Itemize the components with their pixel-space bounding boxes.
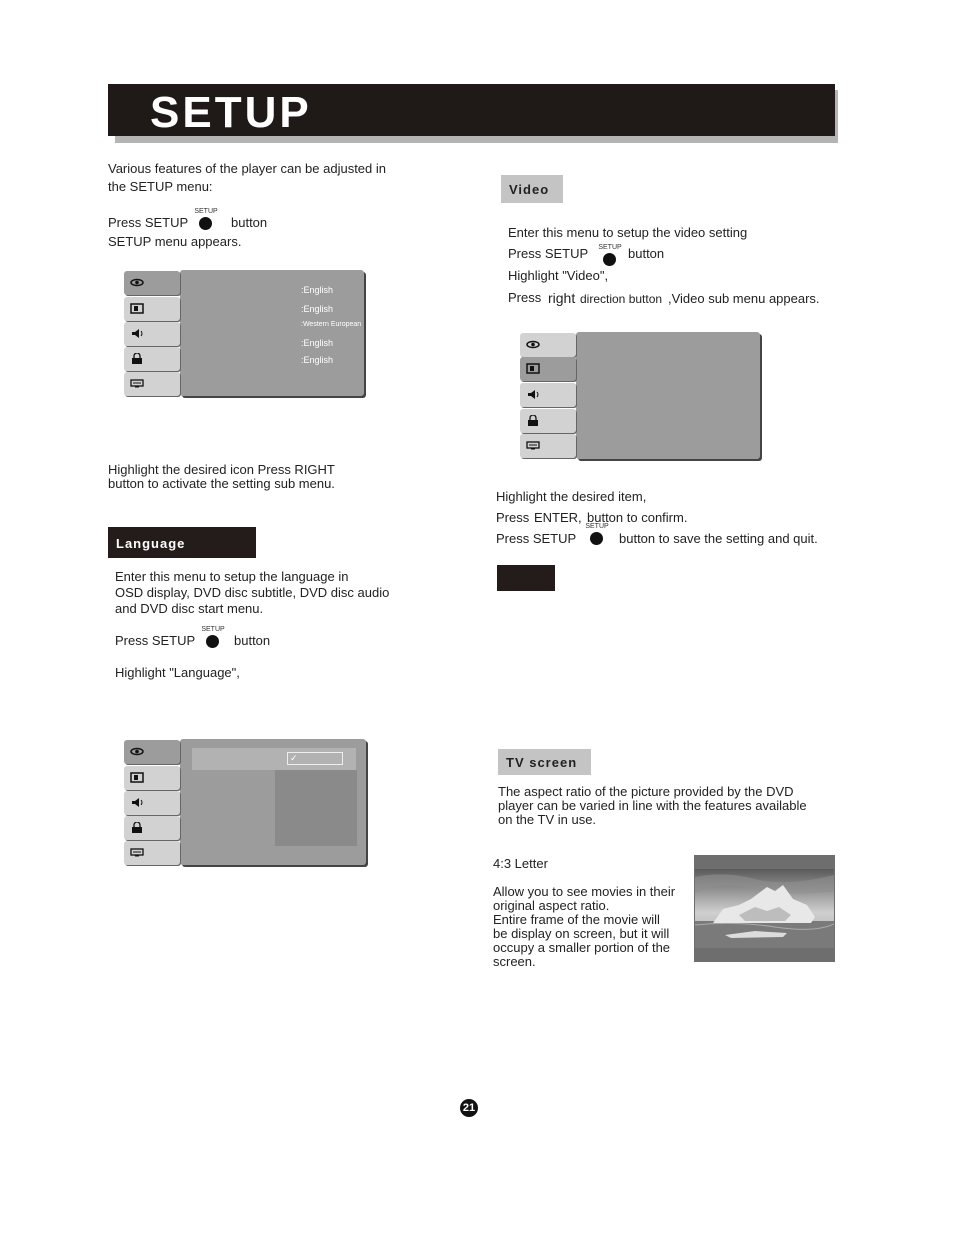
- osd-tab-misc: [124, 841, 180, 865]
- osd-tab-rating: [124, 816, 180, 840]
- lock-icon: [130, 353, 144, 364]
- tv-screen-line-3: on the TV in use.: [498, 812, 597, 827]
- osd-value-charset: :Western European: [301, 321, 362, 328]
- language-line-1: Enter this menu to setup the language in: [115, 569, 349, 584]
- language-line-3: and DVD disc start menu.: [115, 601, 264, 616]
- video-right-word: right: [548, 290, 576, 306]
- setup-key-label: SETUP: [585, 523, 609, 530]
- osd-tab-language: [520, 333, 576, 357]
- language-highlight: Highlight "Language",: [115, 665, 240, 680]
- speaker-icon: [130, 328, 144, 339]
- osd-submenu-area: [275, 770, 357, 846]
- page-title: SETUP: [150, 88, 312, 137]
- osd-value-menu: :English: [301, 355, 334, 365]
- osd-tab-video: [124, 766, 180, 790]
- letter-line-2: original aspect ratio.: [493, 898, 610, 913]
- speaker-icon: [130, 797, 144, 808]
- osd-tab-audio: [520, 383, 576, 407]
- language-line-2: OSD display, DVD disc subtitle, DVD disc audio: [115, 585, 390, 600]
- setup-key-label: SETUP: [598, 244, 622, 251]
- video-icon: [130, 772, 144, 783]
- language-heading: Language: [108, 527, 256, 558]
- osd-value-subtitle: :English: [301, 304, 334, 314]
- osd-tab-language: [124, 271, 180, 295]
- confirm-press-word: Press: [496, 510, 530, 525]
- video-highlight: Highlight "Video",: [508, 268, 609, 283]
- letter-line-1: Allow you to see movies in their: [493, 884, 676, 899]
- setup-key-icon: [191, 208, 221, 234]
- osd-tab-rating: [124, 347, 180, 371]
- osd-value-osd-language: :English: [301, 285, 334, 295]
- highlight-icon-line-1: Highlight the desired icon Press RIGHT: [108, 462, 335, 477]
- letter-line-5: occupy a smaller portion of the: [493, 940, 671, 955]
- video-direction-button: direction button: [580, 292, 663, 306]
- lock-icon: [526, 415, 540, 426]
- osd-tab-language: [124, 740, 180, 764]
- language-button-word: button: [234, 633, 271, 648]
- iceberg-image: [695, 869, 834, 948]
- osd-main-menu: [124, 270, 366, 398]
- confirm-highlight-item: Highlight the desired item,: [496, 489, 647, 504]
- letter-title: 4:3 Letter: [493, 856, 548, 871]
- video-press-setup: Press SETUP: [508, 246, 589, 261]
- osd-tab-video: [124, 297, 180, 321]
- video-button-word: button: [628, 246, 665, 261]
- tv-screen-line-2: player can be varied in line with the features available: [498, 798, 807, 813]
- osd-tab-misc: [520, 434, 576, 458]
- video-press-word: Press: [508, 290, 542, 305]
- eye-icon: [130, 746, 144, 757]
- intro-line-2: the SETUP menu:: [108, 179, 213, 194]
- page-number: 21: [460, 1099, 478, 1117]
- tv-screen-heading: TV screen: [498, 749, 591, 775]
- osd-value-audio: :English: [301, 338, 334, 348]
- osd-main-panel: [180, 270, 364, 396]
- osd-tab-audio: [124, 322, 180, 346]
- video-sub-menu-appears: ,Video sub menu appears.: [668, 291, 820, 306]
- osd-tab-video: [520, 357, 576, 381]
- video-icon: [526, 363, 540, 374]
- speaker-icon: [526, 389, 540, 400]
- language-press-setup: Press SETUP: [115, 633, 196, 648]
- osd-check-field: ✓: [287, 752, 343, 765]
- button-word: button: [231, 215, 268, 230]
- tv-screen-line-1: The aspect ratio of the picture provided by the DVD: [498, 784, 794, 799]
- video-icon: [130, 303, 144, 314]
- letter-line-6: screen.: [493, 954, 536, 969]
- confirm-enter-word: ENTER,: [534, 510, 582, 525]
- press-setup-text: Press SETUP: [108, 215, 189, 230]
- setup-key-label: SETUP: [201, 626, 225, 633]
- video-line-1: Enter this menu to setup the video setting: [508, 225, 748, 240]
- eye-icon: [130, 277, 144, 288]
- setup-key-icon: [198, 626, 228, 652]
- eye-icon: [526, 339, 540, 350]
- osd-tab-rating: [520, 409, 576, 433]
- osd-video-menu: [520, 332, 764, 462]
- osd-tab-audio: [124, 791, 180, 815]
- menu-appears-text: SETUP menu appears.: [108, 234, 242, 249]
- setup-key-icon: [582, 523, 612, 549]
- confirm-save-text: button to save the setting and quit.: [619, 531, 818, 546]
- confirm-text: button to confirm.: [587, 510, 688, 525]
- letterbox-image-frame: [694, 855, 835, 962]
- misc-icon: [130, 847, 144, 858]
- highlight-icon-line-2: button to activate the setting sub menu.: [108, 476, 335, 491]
- note-block: [497, 565, 555, 591]
- misc-icon: [130, 378, 144, 389]
- osd-tab-misc: [124, 372, 180, 396]
- confirm-press-setup: Press SETUP: [496, 531, 577, 546]
- intro-line-1: Various features of the player can be adjusted in: [108, 161, 386, 176]
- letter-line-4: be display on screen, but it will: [493, 926, 670, 941]
- osd-language-menu: [124, 739, 368, 869]
- letter-line-3: Entire frame of the movie will: [493, 912, 660, 927]
- setup-key-label: SETUP: [194, 208, 218, 215]
- osd-video-panel: [576, 332, 760, 459]
- lock-icon: [130, 822, 144, 833]
- misc-icon: [526, 440, 540, 451]
- video-heading: Video: [501, 175, 563, 203]
